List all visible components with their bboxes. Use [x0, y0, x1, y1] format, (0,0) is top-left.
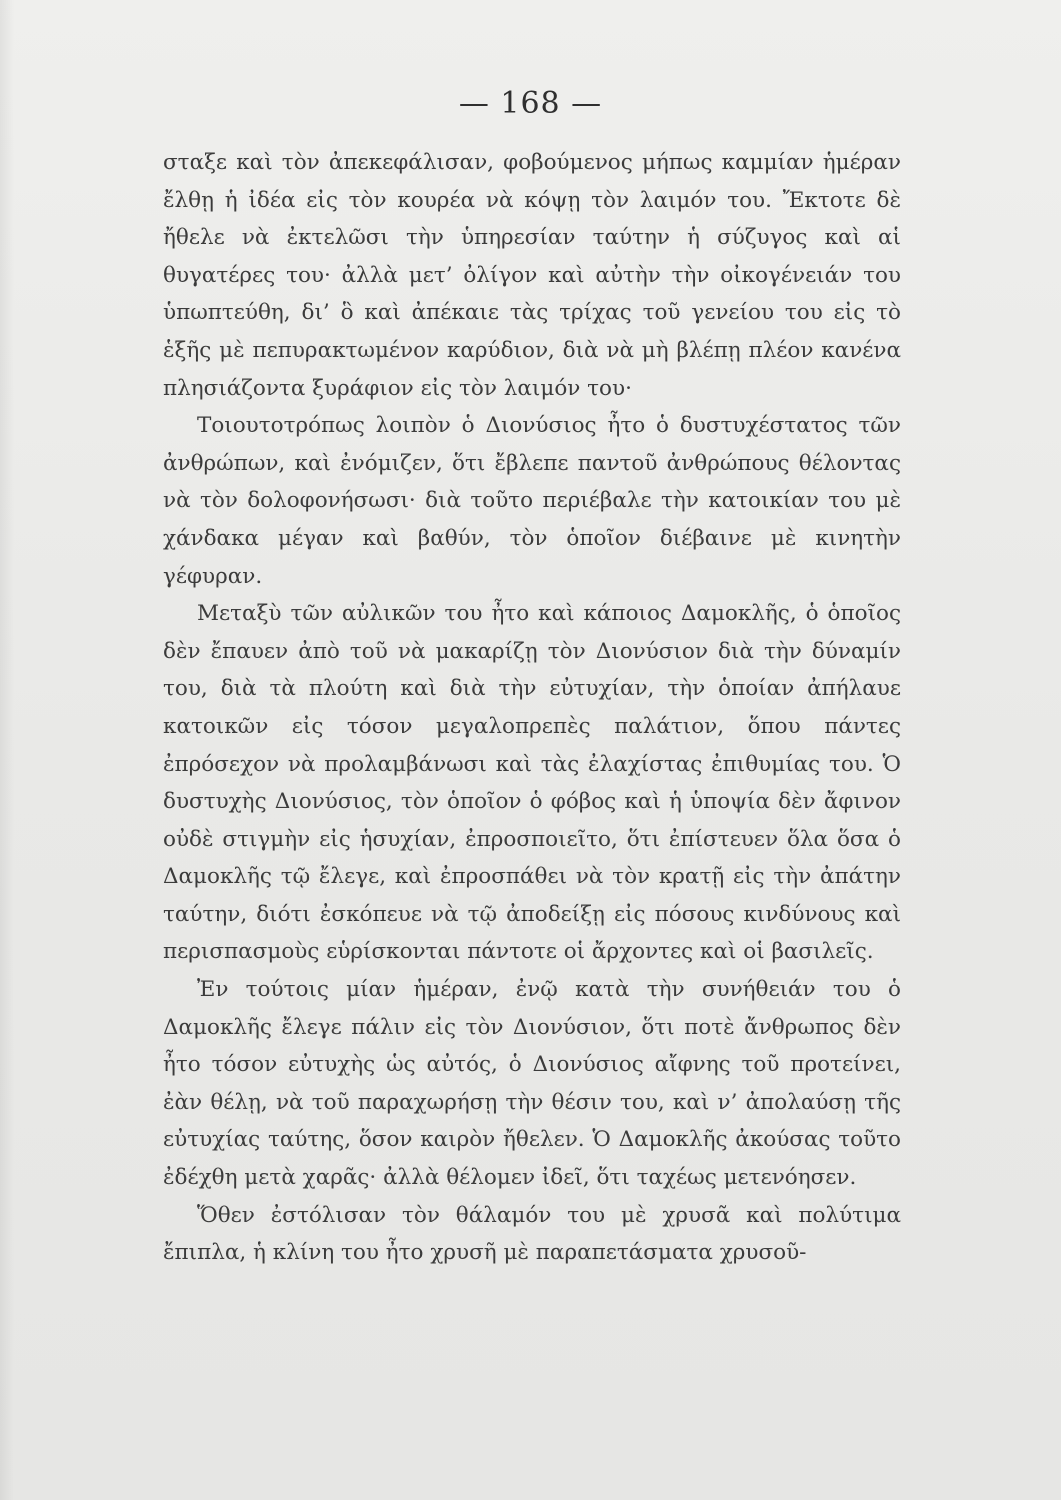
paragraph-1: σταξε καὶ τὸν ἀπεκεφάλισαν, φοβούμενος μήπως καμμίαν ἡμέραν ἔλθῃ ἡ ἰδέα εἰς τὸν κουρέα νὰ κόψῃ τὸν λαιμόν του. Ἔκτοτε δὲ ἤθελε νὰ ἐκτελῶσι τὴν ὑπηρεσίαν ταύτην ἡ σύζυγος καὶ αἱ θυγατέρες του· ἀλλὰ μετ’ ὀλίγον καὶ αὐτὴν τὴν οἰκογένειάν του ὑπωπτεύθη, δι’ ὃ καὶ ἀπέκαιε τὰς τρίχας τοῦ γενείου του εἰς τὸ ἑξῆς μὲ πεπυρακτωμένον καρύδιον, διὰ νὰ μὴ βλέπῃ πλέον κανένα πλησιάζοντα ξυράφιον εἰς τὸν λαιμόν του·	[163, 150, 901, 401]
page-edge-shadow	[0, 0, 14, 1500]
paragraph-2: Τοιουτοτρόπως λοιπὸν ὁ Διονύσιος ἦτο ὁ δυστυχέστατος τῶν ἀνθρώπων, καὶ ἐνόμιζεν, ὅτι ἔβλεπε παντοῦ ἀνθρώπους θέλοντας νὰ τὸν δολοφονήσωσι· διὰ τοῦτο περιέβαλε τὴν κατοικίαν του μὲ χάνδακα μέγαν καὶ βαθύν, τὸν ὁποῖον διέβαινε μὲ κινητὴν γέφυραν.	[163, 413, 901, 589]
paragraph-5: Ὅθεν ἐστόλισαν τὸν θάλαμόν του μὲ χρυσᾶ καὶ πολύτιμα ἔπιπλα, ἡ κλίνη του ἦτο χρυσῆ μὲ παραπετάσματα χρυσοῦ-	[163, 1202, 901, 1266]
paragraph-4: Ἐν τούτοις μίαν ἡμέραν, ἐνῷ κατὰ τὴν συνήθειάν του ὁ Δαμοκλῆς ἔλεγε πάλιν εἰς τὸν Διονύσιον, ὅτι ποτὲ ἄνθρωπος δὲν ἦτο τόσον εὐτυχὴς ὡς αὐτός, ὁ Διονύσιος αἴφνης τοῦ προτείνει, ἐὰν θέλῃ, νὰ τοῦ παραχωρήσῃ τὴν θέσιν του, καὶ ν’ ἀπολαύσῃ τῆς εὐτυχίας ταύτης, ὅσον καιρὸν ἤθελεν. Ὁ Δαμοκλῆς ἀκούσας τοῦτο ἐδέχθη μετὰ χαρᾶς· ἀλλὰ θέλομεν ἰδεῖ, ὅτι ταχέως μετενόησεν.	[163, 977, 901, 1191]
page-number: — 168 —	[458, 86, 603, 121]
body-text	[163, 144, 901, 1272]
paragraph-3: Μεταξὺ τῶν αὐλικῶν του ἦτο καὶ κάποιος Δαμοκλῆς, ὁ ὁποῖος δὲν ἔπαυεν ἀπὸ τοῦ νὰ μακαρίζῃ τὸν Διονύσιον διὰ τὴν δύναμίν του, διὰ τὰ πλούτη καὶ διὰ τὴν εὐτυχίαν, τὴν ὁποίαν ἀπήλαυε κατοικῶν εἰς τόσον μεγαλοπρεπὲς παλάτιον, ὅπου πάντες ἐπρόσεχον νὰ προλαμβάνωσι καὶ τὰς ἐλαχίστας ἐπιθυμίας του. Ὁ δυστυχὴς Διονύσιος, τὸν ὁποῖον ὁ φόβος καὶ ἡ ὑποψία δὲν ἄφινον οὐδὲ στιγμὴν εἰς ἡσυχίαν, ἐπροσποιεῖτο, ὅτι ἐπίστευεν ὅλα ὅσα ὁ Δαμοκλῆς τῷ ἔλεγε, καὶ ἐπροσπάθει νὰ τὸν κρατῇ εἰς τὴν ἀπάτην ταύτην, διότι ἐσκόπευε νὰ τῷ ἀποδείξῃ εἰς πόσους κινδύνους καὶ περισπασμοὺς εὑρίσκονται πάντοτε οἱ ἄρχοντες καὶ οἱ βασιλεῖς.	[163, 601, 901, 965]
